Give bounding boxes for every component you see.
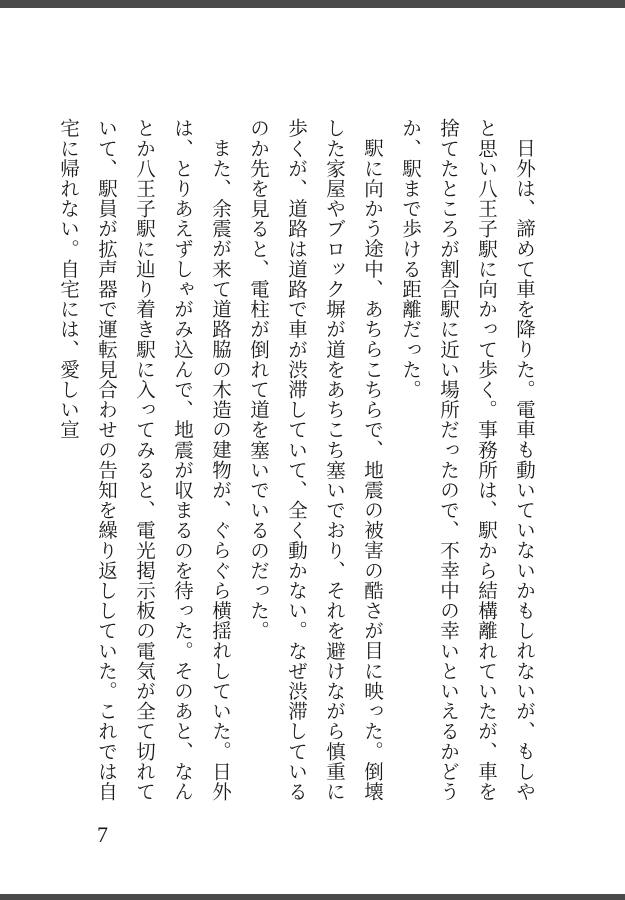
paragraph-1: 日外は、諦めて車を降りた。電車も動いていないかもしれないが、もしやと思い八王子駅に向かって歩く。事務所は、駅から結構離れていたが、車を捨てたところが割合駅に近い場所だったので、不幸中の幸いといえるかどうか、駅まで歩ける距離だった。 — [399, 118, 536, 802]
top-border — [0, 0, 625, 8]
page-number: 7 — [97, 822, 108, 847]
paragraph-2: 駅に向かう途中、あちらこちらで、地震の被害の酷さが目に映った。倒壊した家屋やブロック塀が道をあちこち塞いでおり、それを避けながら慎重に歩くが、道路は道路で車が渋滞していて、全く動かない。なぜ渋滞しているのか先を見ると、電柱が倒れて道を塞いでいるのだった。 — [247, 118, 384, 802]
bottom-border — [0, 894, 625, 900]
paragraph-3: また、余震が来て道路脇の木造の建物が、ぐらぐら横揺れしていた。日外は、とりあえずしゃがみ込んで、地震が収まるのを待った。そのあと、なんとか八王子駅に辿り着き駅に入ってみると、電光掲示板の電気が全て切れていて、駅員が拡声器で運転見合わせの告知を繰り返ししていた。これでは自宅に帰れない。自宅には、愛しい宣 — [57, 118, 232, 802]
vertical-text-body — [57, 118, 543, 818]
